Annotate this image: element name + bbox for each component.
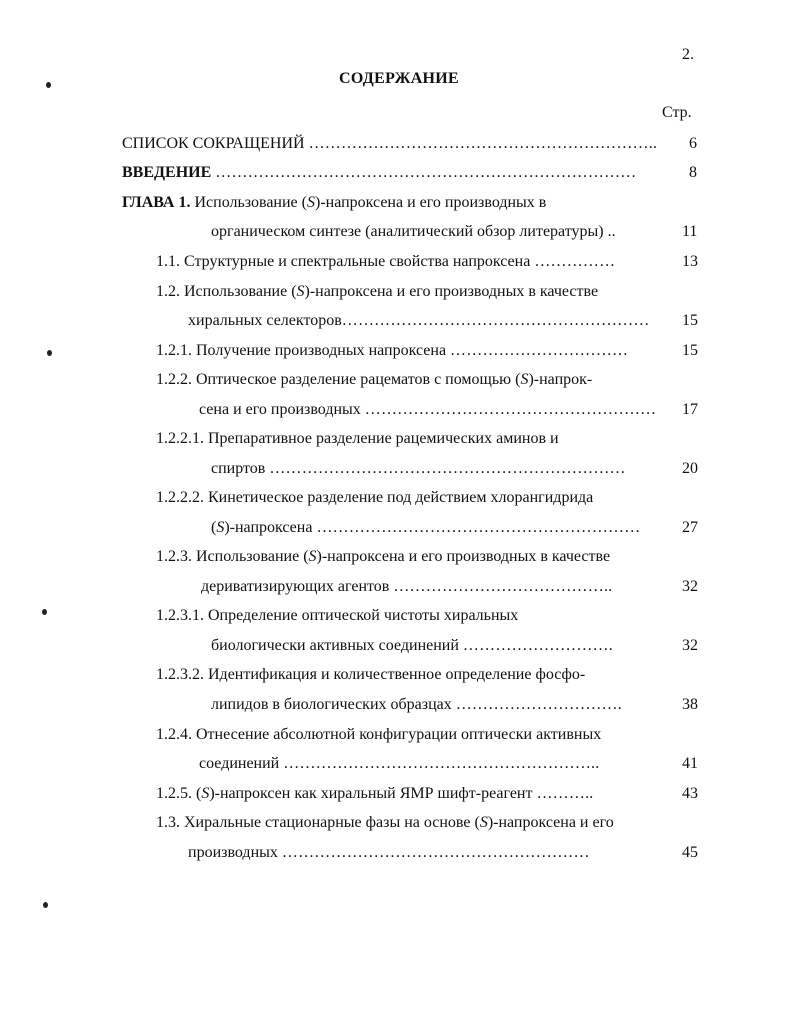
toc-entry-text: )-напроксена и его производных в [314, 194, 547, 211]
toc-entry [201, 577, 612, 597]
toc-entry [199, 754, 599, 774]
toc-leader: ………………………………………………….. [283, 755, 600, 772]
toc-entry-text: )-напрок- [528, 371, 593, 388]
toc-leader: ………………………………….. [393, 578, 613, 595]
toc-entry [188, 843, 590, 863]
toc-entry [156, 252, 615, 272]
toc-entry-text: дериватизирующих агентов [201, 578, 394, 595]
toc-page-number: 17 [682, 401, 698, 418]
scan-mark [42, 609, 47, 615]
toc-leader: ……………………………………………… [364, 401, 657, 418]
toc-entry [156, 725, 601, 745]
toc-leader: ………………………………………………………… [269, 460, 626, 477]
toc-leader: ………………………. [462, 637, 613, 654]
page-title: СОДЕРЖАНИЕ [338, 70, 460, 87]
toc-entry [156, 813, 614, 833]
toc-entry-text: 1.2.1. Получение производных напроксена [156, 342, 451, 359]
toc-entry [122, 163, 636, 183]
toc-entry-italic: S [201, 785, 210, 802]
toc-entry-text: 1.2.2.1. Препаративное разделение рацемических аминов и [156, 430, 559, 447]
toc-entry-text: ВВЕДЕНИЕ [122, 164, 216, 181]
scan-mark [47, 350, 52, 356]
toc-entry [156, 429, 559, 449]
toc-entry-italic: S [216, 519, 225, 536]
toc-entry-text: липидов в биологических образцах [211, 696, 456, 713]
toc-entry [156, 282, 598, 302]
toc-page-number: 6 [689, 135, 697, 152]
toc-entry-text: биологически активных соединений [211, 637, 463, 654]
toc-entry-text: хиральных селекторов [188, 312, 342, 329]
toc-entry [211, 518, 640, 538]
toc-entry-text: )-напроксена и его производных в качестве [316, 548, 611, 565]
toc-entry-text: )-напроксена и его [487, 814, 614, 831]
toc-entry-text: )-напроксена и его производных в качестве [304, 283, 599, 300]
toc-entry-text: 1.2.3.2. Идентификация и количественное определение фосфо- [156, 666, 586, 683]
toc-entry [156, 341, 628, 361]
pages-column-header: Стр. [662, 104, 692, 121]
toc-entry-text: сена и его производных [199, 401, 365, 418]
toc-page-number: 13 [682, 253, 698, 270]
toc-entry-text: 1.2.2.2. Кинетическое разделение под действием хлорангидрида [156, 489, 594, 506]
toc-entry [156, 606, 518, 626]
toc-page-number: 38 [682, 696, 698, 713]
toc-entry-italic: S [520, 371, 529, 388]
toc-page-number: 15 [682, 342, 698, 359]
toc-entry [199, 400, 656, 420]
toc-entry [211, 222, 616, 242]
toc-leader: …………………………………………………………………… [215, 164, 637, 181]
toc-entry-text: 1.2.2. Оптическое разделение рацематов с помощью ( [156, 371, 521, 388]
toc-page-number: 11 [682, 223, 698, 240]
toc-page-number: 32 [682, 578, 698, 595]
chapter-label: ГЛАВА 1. [122, 194, 191, 211]
toc-page-number: 27 [682, 519, 698, 536]
toc-page-number: 43 [682, 785, 698, 802]
toc-entry [122, 193, 546, 213]
toc-page-number: 15 [682, 312, 698, 329]
toc-entry-text: 1.3. Хиральные стационарные фазы на основе ( [156, 814, 480, 831]
toc-entry-text: СПИСОК СОКРАЩЕНИЙ [122, 135, 309, 152]
toc-entry [188, 311, 650, 331]
toc-entry-text: соединений [199, 755, 284, 772]
toc-entry [156, 370, 592, 390]
toc-page-number: 45 [682, 844, 698, 861]
toc-entry-text: 1.2.5. ( [156, 785, 202, 802]
toc-leader: …………………………. [455, 696, 622, 713]
toc-entry [211, 695, 622, 715]
toc-entry-text: 1.2.3. Использование ( [156, 548, 309, 565]
toc-entry [122, 134, 657, 154]
toc-entry [211, 636, 613, 656]
toc-entry [156, 784, 593, 804]
toc-entry-italic: S [479, 814, 488, 831]
toc-entry [211, 459, 626, 479]
toc-entry-text: 1.1. Структурные и спектральные свойства напроксена [156, 253, 535, 270]
toc-page-number: 32 [682, 637, 698, 654]
scan-mark [43, 902, 48, 908]
toc-leader: ………………………………………………… [281, 844, 590, 861]
toc-entry-text: ( [211, 519, 217, 536]
toc-entry-italic: S [296, 283, 305, 300]
toc-leader: …………… [534, 253, 616, 270]
toc-entry [156, 665, 585, 685]
toc-entry [156, 547, 610, 567]
toc-entry-text: органическом синтезе (аналитический обзор литературы) .. [211, 223, 616, 240]
toc-leader: …………………………… [450, 342, 629, 359]
toc-entry-text: Использование ( [190, 194, 307, 211]
toc-entry [156, 488, 593, 508]
toc-page-number: 20 [682, 460, 698, 477]
toc-entry-text: 1.2.4. Отнесение абсолютной конфигурации оптически активных [156, 726, 602, 743]
toc-entry-text: )-напроксена [224, 519, 317, 536]
toc-leader: ………………………………………………… [341, 312, 650, 329]
toc-entry-italic: S [306, 194, 315, 211]
toc-page-number: 8 [689, 164, 697, 181]
toc-entry-text: )-напроксен как хиральный ЯМР шифт-реагент [209, 785, 537, 802]
scan-mark [46, 82, 51, 88]
toc-entry-text: 1.2.3.1. Определение оптической чистоты хиральных [156, 607, 519, 624]
toc-entry-text: 1.2. Использование ( [156, 283, 297, 300]
toc-leader: …………………………………………………… [316, 519, 641, 536]
toc-entry-italic: S [308, 548, 317, 565]
toc-leader: ……………………………………………………….. [308, 135, 658, 152]
page-number: 2. [682, 46, 694, 63]
toc-entry-text: производных [188, 844, 282, 861]
toc-entry-text: спиртов [211, 460, 270, 477]
toc-page-number: 41 [682, 755, 698, 772]
toc-leader: ……….. [536, 785, 594, 802]
